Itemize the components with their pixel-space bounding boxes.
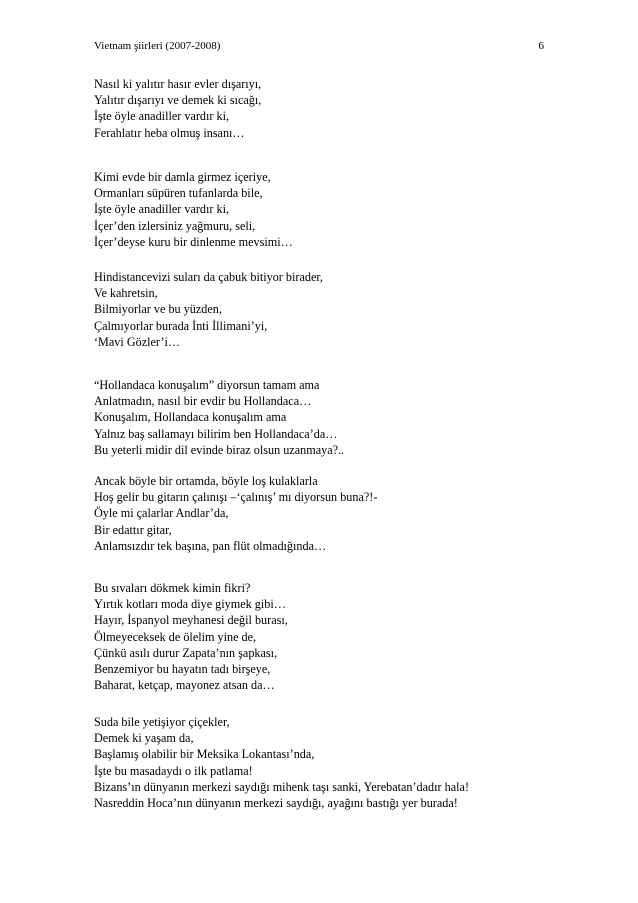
- poem-line: Benzemiyor bu hayatın tadı birşeye,: [94, 661, 271, 676]
- poem-line: Yırtık kotları moda diye giymek gibi…: [94, 597, 286, 612]
- poem-line: Ve kahretsin,: [94, 286, 158, 301]
- poem-line: Çünkü asılı durur Zapata’nın şapkası,: [94, 645, 278, 660]
- header-title: Vietnam şiirleri (2007-2008): [94, 40, 221, 52]
- poem-line: Kimi evde bir damla girmez içeriye,: [94, 170, 271, 184]
- poem-line: Bizans’ın dünyanın merkezi saydığı mihenk taşı sanki, Yerebatan’dadır hala!: [94, 779, 470, 794]
- poem-line: Yalnız baş sallamayı bilirim ben Hollandaca’da…: [94, 426, 338, 441]
- poem-line: Baharat, ketçap, mayonez atsan da…: [94, 678, 275, 693]
- poem-line: Ancak böyle bir ortamda, böyle loş kulaklarla: [94, 474, 318, 488]
- poem-line: Nasıl ki yalıtır hasır evler dışarıyı,: [94, 77, 262, 91]
- poem-line: Nasreddin Hoca’nın dünyanın merkezi saydığı, ayağını bastığı yer burada!: [94, 795, 458, 810]
- poem-line: İçer’den izlersiniz yağmuru, seli,: [94, 218, 256, 233]
- stanza-7: [94, 714, 554, 811]
- poem-line: Öyle mi çalarlar Andlar’da,: [94, 506, 229, 521]
- stanza-2: [94, 169, 554, 250]
- page-header: [94, 38, 544, 54]
- poem-line: Suda bile yetişiyor çiçekler,: [94, 715, 230, 729]
- poem-line: Hoş gelir bu gitarın çalınışı –‘çalınış’ mı diyorsun buna?!-: [94, 490, 378, 505]
- poem-line: Hindistancevizi suları da çabuk bitiyor birader,: [94, 270, 323, 284]
- poem-line: Bir edattır gitar,: [94, 522, 172, 537]
- poem-line: Çalmıyorlar burada İnti İllimani’yi,: [94, 318, 268, 333]
- poem-line: Hayır, İspanyol meyhanesi değil burası,: [94, 613, 288, 628]
- poem-line: Ferahlatır heba olmuş insanı…: [94, 125, 245, 140]
- poem-line: İçer’deyse kuru bir dinlenme mevsimi…: [94, 234, 293, 249]
- poem-line: Anlamsızdır tek başına, pan flüt olmadığında…: [94, 538, 327, 553]
- poem-line: İşte öyle anadiller vardır ki,: [94, 202, 230, 217]
- poem-line: Yalıtır dışarıyı ve demek ki sıcağı,: [94, 93, 262, 108]
- poem-line: İşte öyle anadiller vardır ki,: [94, 109, 230, 124]
- poem-line: Ormanları süpüren tufanlarda bile,: [94, 186, 263, 201]
- stanza-6: [94, 580, 554, 693]
- poem-line: Anlatmadın, nasıl bir evdir bu Hollandaca…: [94, 394, 312, 409]
- poem-line: Konuşalım, Hollandaca konuşalım ama: [94, 410, 287, 425]
- poem-line: Başlamış olabilir bir Meksika Lokantası’nda,: [94, 747, 315, 762]
- poem-line: “Hollandaca konuşalım” diyorsun tamam ama: [94, 378, 320, 392]
- poem-line: Ölmeyeceksek de ölelim yine de,: [94, 629, 257, 644]
- stanza-5: [94, 473, 554, 554]
- poem-line: İşte bu masadaydı o ilk patlama!: [94, 763, 253, 778]
- stanza-3: [94, 269, 554, 350]
- poem-line: Bu sıvaları dökmek kimin fikri?: [94, 581, 251, 595]
- page-number: 6: [538, 40, 544, 52]
- poem-line: Demek ki yaşam da,: [94, 731, 194, 746]
- poem-line: Bu yeterli midir dil evinde biraz olsun uzanmaya?..: [94, 442, 345, 457]
- poem-line: Bilmiyorlar ve bu yüzden,: [94, 302, 222, 317]
- stanza-4: [94, 377, 554, 458]
- stanza-1: [94, 76, 554, 141]
- poem-line: ‘Mavi Gözler’i…: [94, 334, 181, 349]
